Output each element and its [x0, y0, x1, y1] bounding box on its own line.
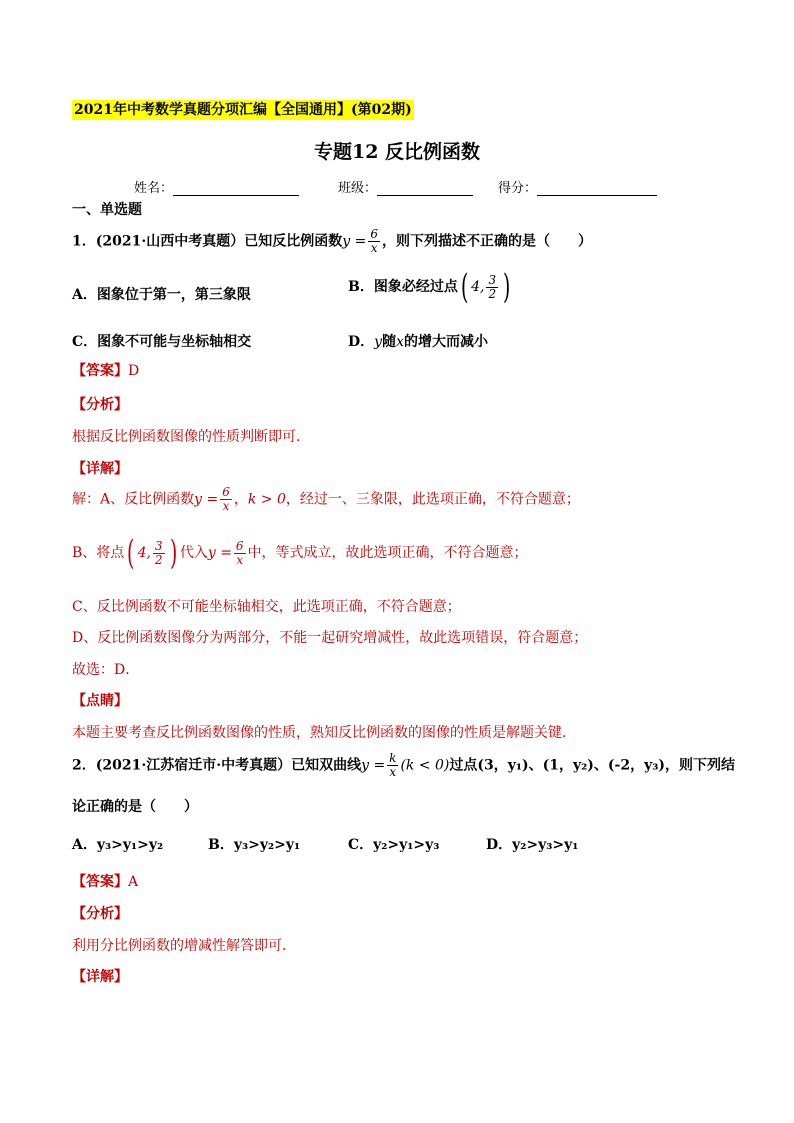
- q1-detail-line-2: B、将点 ( 4, $\frac{3}{2}$ ) 代入y = $\frac{6}{x}$ 中，等式成立，故此选项正确，不符合题意；: [72, 533, 528, 573]
- q1-detail-line-1: 解：A、反比例函数y = $\frac{6}{x}$ ，k > 0，经过一、三象限，此选项正确，不符合题意；: [72, 485, 580, 513]
- question-1-stem: 1．(2021·山西中考真题）已知反比例函数y = $\frac{6}{x}$ ，则下列描述不正确的是（ ）: [72, 227, 592, 255]
- fraction-6-over-x: $\frac{6}{x}$: [370, 227, 378, 255]
- q2-detail-tag: 【详解】: [72, 969, 128, 985]
- class-label: 班级：: [338, 181, 378, 196]
- page-title: 专题12 反比例函数: [313, 141, 481, 163]
- q1-comment-tag: 【点睛】: [72, 693, 128, 709]
- q2-option-b[interactable]: B．y₃>y₂>y₁: [208, 837, 301, 853]
- q2-analysis-tag: 【分析】: [72, 906, 128, 922]
- class-blank[interactable]: [377, 181, 473, 196]
- score-label: 得分：: [498, 181, 538, 196]
- name-field[interactable]: [134, 177, 299, 196]
- q1-analysis-tag: 【分析】: [72, 397, 128, 413]
- q1-option-c[interactable]: C．图象不可能与坐标轴相交: [72, 334, 252, 350]
- q2-option-a[interactable]: A．y₃>y₁>y₂: [72, 837, 164, 853]
- score-field[interactable]: [498, 177, 657, 196]
- q2-analysis-text: 利用分比例函数的增减性解答即可．: [72, 938, 296, 954]
- question-2-stem: 2．(2021·江苏宿迁市·中考真题）已知双曲线y = $\frac{k}{x}$ (k < 0)过点(3，y₁)、(1，y₂)、(-2，y₃)，则下列结: [72, 751, 735, 779]
- class-field[interactable]: [338, 177, 473, 196]
- q1-analysis-text: 根据反比例函数图像的性质判断即可．: [72, 429, 310, 445]
- series-banner: 2021年中考数学真题分项汇编【全国通用】(第02期): [74, 102, 412, 118]
- q1-option-a[interactable]: A．图象位于第一，第三象限: [72, 287, 251, 303]
- section-heading: 一、单选题: [72, 202, 142, 218]
- q1-option-d[interactable]: D．y随x的增大而减小: [348, 334, 488, 350]
- q1-comment-text: 本题主要考查反比例函数图像的性质，熟知反比例函数的图像的性质是解题关键．: [72, 725, 576, 741]
- q1-detail-line-4: D、反比例函数图像分为两部分，不能一起研究增减性，故此选项错误，符合题意；: [72, 630, 588, 646]
- q1-answer: 【答案】D: [72, 363, 140, 379]
- question-2-stem-line-2: 论正确的是（ ）: [72, 799, 198, 815]
- q1-detail-line-3: C、反比例函数不可能坐标轴相交，此选项正确，不符合题意；: [72, 599, 461, 615]
- q2-answer: 【答案】A: [72, 874, 139, 890]
- q2-option-c[interactable]: C．y₂>y₁>y₃: [348, 837, 440, 853]
- q1-detail-line-5: 故选：D．: [72, 662, 140, 678]
- q2-option-d[interactable]: D．y₂>y₃>y₁: [486, 837, 579, 853]
- score-blank[interactable]: [537, 181, 657, 196]
- name-label: 姓名：: [134, 181, 174, 196]
- name-blank[interactable]: [173, 181, 299, 196]
- fraction-k-over-x: $\frac{k}{x}$: [389, 751, 397, 779]
- q1-option-b[interactable]: B．图象必经过点 ( 4, $\frac{3}{2}$ ): [348, 267, 511, 307]
- q1-detail-tag: 【详解】: [72, 461, 128, 477]
